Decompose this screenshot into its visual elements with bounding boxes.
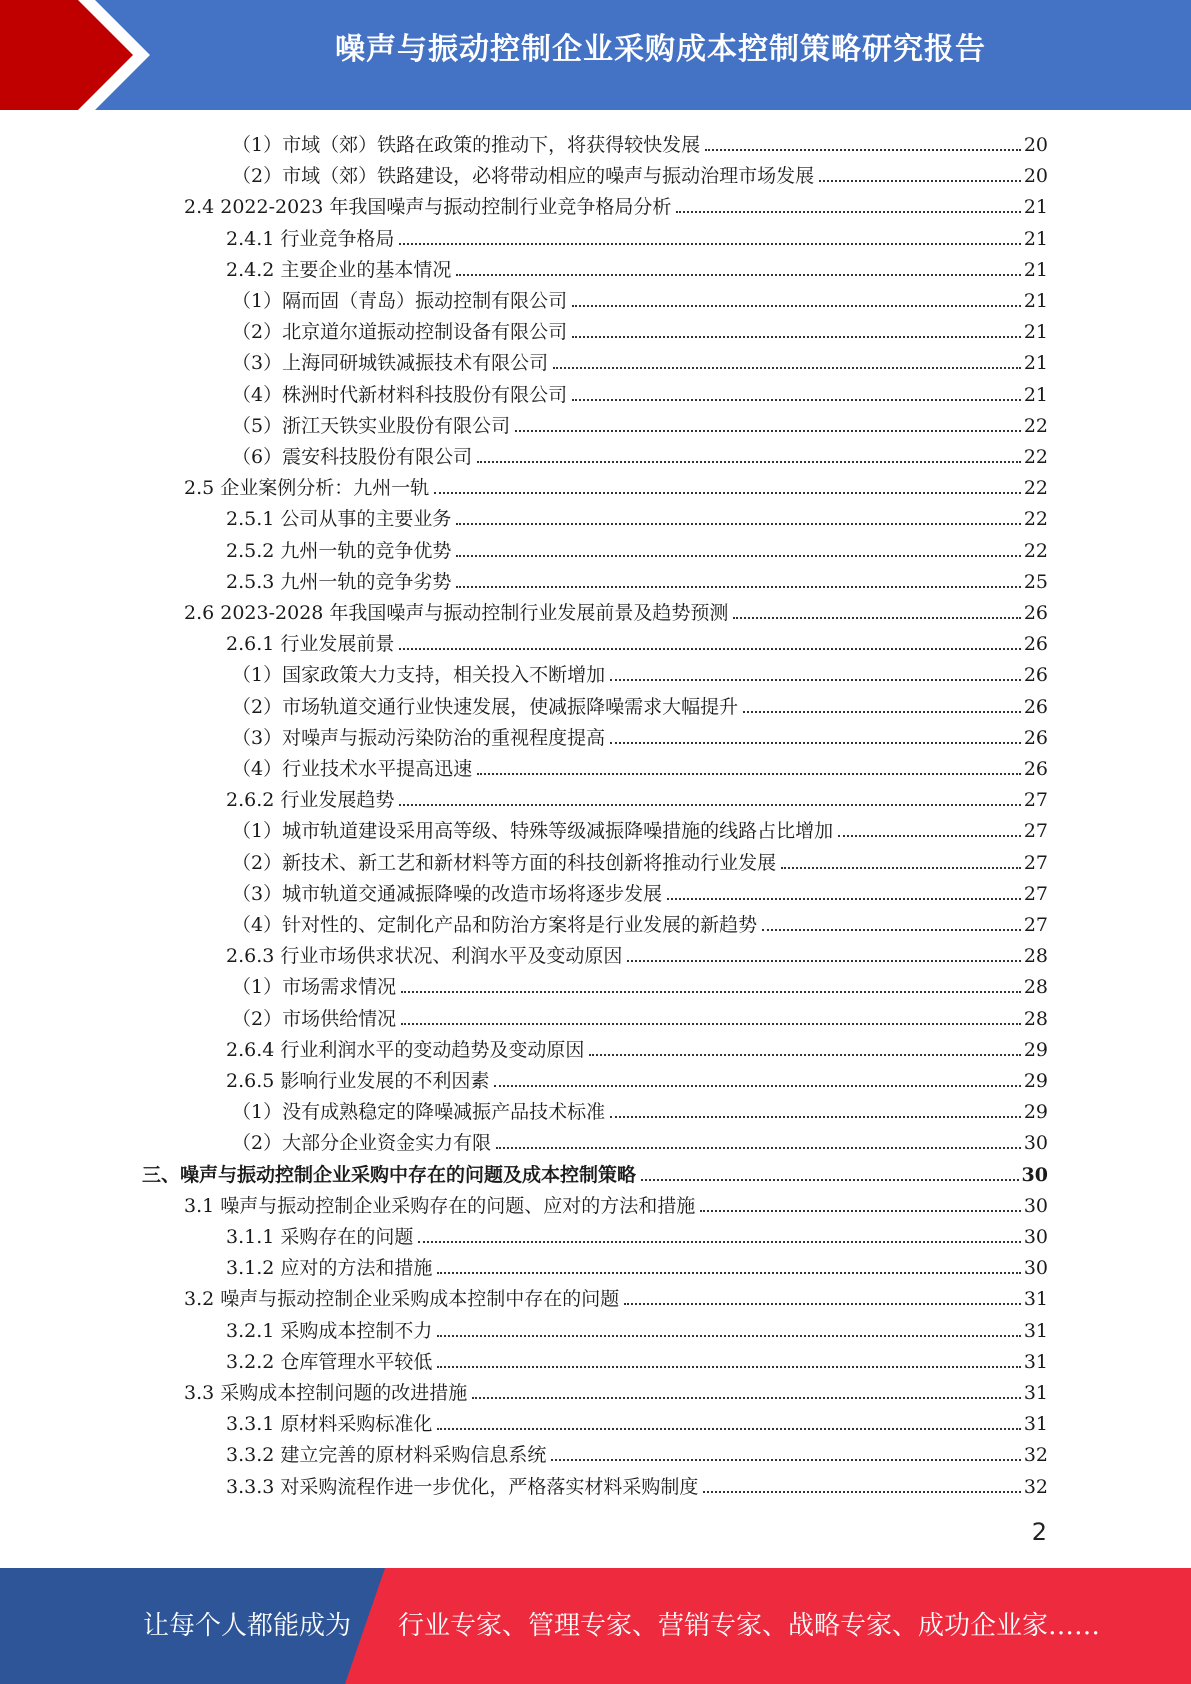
toc-entry-page: 26 (1023, 695, 1048, 718)
toc-dot-leader (572, 399, 1021, 401)
toc-dot-leader (733, 617, 1020, 619)
toc-entry[interactable] (232, 719, 1048, 750)
toc-entry-title: （2）市场轨道交通行业快速发展，使减振降噪需求大幅提升 (232, 695, 739, 718)
toc-entry[interactable] (232, 157, 1048, 188)
toc-dot-leader (399, 243, 1020, 245)
toc-entry-page: 29 (1023, 1070, 1048, 1092)
toc-dot-leader (743, 711, 1021, 713)
toc-entry-page: 29 (1023, 1101, 1048, 1124)
toc-dot-leader (667, 898, 1021, 900)
toc-dot-leader (515, 430, 1021, 432)
toc-entry-title: 3.2.1 采购成本控制不力 (226, 1319, 433, 1342)
toc-entry-page: 31 (1023, 1319, 1048, 1342)
toc-dot-leader (437, 1428, 1020, 1430)
toc-entry-title: 2.5.1 公司从事的主要业务 (226, 508, 452, 531)
toc-entry-page: 20 (1023, 134, 1048, 156)
toc-entry[interactable] (232, 1000, 1048, 1031)
toc-entry[interactable] (226, 1405, 1048, 1436)
toc-entry-page: 26 (1023, 664, 1048, 687)
toc-entry-title: （1）市域（郊）铁路在政策的推动下，将获得较快发展 (232, 134, 701, 156)
toc-entry-title: 2.4 2022-2023 年我国噪声与振动控制行业竞争格局分析 (184, 196, 672, 219)
toc-entry-title: 2.6.4 行业利润水平的变动趋势及变动原因 (226, 1038, 585, 1061)
toc-entry[interactable] (184, 1374, 1048, 1405)
toc-entry[interactable] (226, 1468, 1048, 1499)
toc-entry-title: （1）隔而固（青岛）振动控制有限公司 (232, 290, 568, 312)
toc-entry-title: （2）大部分企业资金实力有限 (232, 1132, 492, 1155)
footer-slogan-lead: 让每个人都能成为 (143, 1611, 352, 1641)
toc-entry-title: 3.3.2 建立完善的原材料采购信息系统 (226, 1444, 547, 1467)
toc-entry-page: 26 (1023, 602, 1048, 624)
toc-entry[interactable] (226, 220, 1048, 251)
toc-entry-title: （1）没有成熟稳定的降噪减振产品技术标准 (232, 1101, 606, 1124)
toc-entry-page: 30 (1023, 1257, 1048, 1280)
toc-entry-title: 3.3 采购成本控制问题的改进措施 (184, 1382, 468, 1404)
toc-entry-page: 30 (1021, 1163, 1048, 1186)
toc-entry-title: 3.3.3 对采购流程作进一步优化，严格落实材料采购制度 (226, 1475, 699, 1498)
toc-dot-leader (676, 211, 1020, 213)
toc-entry-title: （4）针对性的、定制化产品和防治方案将是行业发展的新趋势 (232, 914, 758, 936)
toc-entry-title: 3.2 噪声与振动控制企业采购成本控制中存在的问题 (184, 1288, 620, 1311)
toc-entry-page: 30 (1023, 1194, 1048, 1217)
toc-entry-page: 21 (1023, 321, 1048, 344)
toc-entry[interactable] (226, 1062, 1048, 1093)
page-number: 2 (1031, 1518, 1047, 1546)
toc-dot-leader (610, 742, 1021, 744)
toc-dot-leader (781, 867, 1021, 869)
toc-entry-title: 3.3.1 原材料采购标准化 (226, 1413, 433, 1436)
toc-entry[interactable] (232, 1093, 1048, 1124)
toc-entry[interactable] (232, 313, 1048, 344)
toc-entry[interactable] (232, 812, 1048, 843)
toc-entry-page: 28 (1023, 945, 1048, 968)
toc-entry[interactable] (226, 781, 1048, 812)
toc-entry-page: 22 (1023, 508, 1048, 531)
toc-dot-leader (456, 555, 1020, 557)
toc-dot-leader (700, 1210, 1021, 1212)
toc-dot-leader (624, 1303, 1021, 1305)
toc-dot-leader (399, 804, 1020, 806)
toc-entry-page: 27 (1023, 914, 1048, 936)
toc-entry-page: 27 (1023, 851, 1048, 874)
toc-entry-title: 2.5.3 九州一轨的竞争劣势 (226, 570, 452, 593)
toc-entry[interactable] (142, 1156, 1048, 1187)
toc-entry-page: 22 (1023, 446, 1048, 468)
toc-entry-page: 26 (1023, 726, 1048, 749)
toc-entry-title: 3.1.2 应对的方法和措施 (226, 1257, 433, 1280)
toc-entry-page: 26 (1023, 633, 1048, 656)
toc-entry[interactable] (184, 1187, 1048, 1218)
toc-dot-leader (477, 773, 1021, 775)
toc-entry[interactable] (184, 594, 1048, 625)
toc-entry[interactable] (226, 563, 1048, 594)
toc-dot-leader (610, 679, 1021, 681)
toc-entry-title: （2）北京道尔道振动控制设备有限公司 (232, 321, 568, 344)
toc-entry[interactable] (184, 1280, 1048, 1311)
toc-entry[interactable] (226, 1218, 1048, 1249)
toc-entry-title: （1）市场需求情况 (232, 976, 397, 999)
toc-entry[interactable] (232, 282, 1048, 313)
toc-dot-leader (553, 367, 1021, 369)
toc-dot-leader (456, 586, 1020, 588)
toc-entry-title: （2）新技术、新工艺和新材料等方面的科技创新将推动行业发展 (232, 851, 777, 874)
toc-entry[interactable] (232, 126, 1048, 157)
toc-dot-leader (819, 180, 1021, 182)
toc-entry[interactable] (232, 376, 1048, 407)
toc-entry[interactable] (226, 1249, 1048, 1280)
toc-entry[interactable] (184, 469, 1048, 500)
toc-entry-title: （5）浙江天铁实业股份有限公司 (232, 414, 511, 437)
toc-dot-leader (434, 492, 1021, 494)
toc-entry-title: （1）城市轨道建设采用高等级、特殊等级减振降噪措施的线路占比增加 (232, 820, 834, 843)
toc-entry-page: 25 (1023, 570, 1048, 593)
toc-entry-page: 30 (1023, 1132, 1048, 1155)
page-footer (0, 1568, 1191, 1684)
toc-entry-title: 3.2.2 仓库管理水平较低 (226, 1350, 433, 1373)
toc-entry[interactable] (232, 688, 1048, 719)
toc-dot-leader (477, 461, 1021, 463)
toc-dot-leader (627, 960, 1020, 962)
toc-entry-page: 22 (1023, 477, 1048, 500)
toc-dot-leader (437, 1366, 1020, 1368)
toc-entry[interactable] (232, 906, 1048, 937)
toc-entry-title: （6）震安科技股份有限公司 (232, 446, 473, 468)
toc-entry[interactable] (232, 407, 1048, 438)
toc-entry[interactable] (232, 344, 1048, 375)
toc-entry-title: （4）行业技术水平提高迅速 (232, 758, 473, 780)
toc-entry-title: （2）市域（郊）铁路建设，必将带动相应的噪声与振动治理市场发展 (232, 165, 815, 188)
toc-dot-leader (472, 1397, 1021, 1399)
toc-entry-page: 21 (1023, 383, 1048, 406)
toc-entry-page: 21 (1023, 227, 1048, 250)
toc-entry-page: 21 (1023, 352, 1048, 375)
toc-entry[interactable] (232, 656, 1048, 687)
toc-entry-page: 31 (1023, 1382, 1048, 1404)
toc-dot-leader (399, 648, 1020, 650)
toc-entry-page: 32 (1023, 1444, 1048, 1467)
toc-entry-page: 26 (1023, 758, 1048, 780)
toc-entry-page: 20 (1023, 165, 1048, 188)
toc-dot-leader (551, 1459, 1020, 1461)
toc-entry-title: 2.5.2 九州一轨的竞争优势 (226, 539, 452, 562)
toc-entry-page: 27 (1023, 882, 1048, 905)
toc-dot-leader (641, 1179, 1019, 1181)
toc-entry-title: （3）城市轨道交通减振降噪的改造市场将逐步发展 (232, 882, 663, 905)
toc-entry-page: 22 (1023, 414, 1048, 437)
toc-dot-leader (456, 523, 1020, 525)
toc-entry-page: 21 (1023, 258, 1048, 281)
toc-dot-leader (401, 1023, 1021, 1025)
toc-entry-title: （3）上海同研城铁减振技术有限公司 (232, 352, 549, 375)
toc-entry-title: 2.4.1 行业竞争格局 (226, 227, 395, 250)
toc-entry-title: （1）国家政策大力支持，相关投入不断增加 (232, 664, 606, 687)
toc-entry-title: 3.1.1 采购存在的问题 (226, 1226, 414, 1248)
toc-dot-leader (572, 336, 1021, 338)
toc-entry-page: 22 (1023, 539, 1048, 562)
footer-slogan-roles: 行业专家、管理专家、营销专家、战略专家、成功企业家…… (398, 1611, 1101, 1641)
toc-entry-title: 三、噪声与振动控制企业采购中存在的问题及成本控制策略 (142, 1163, 637, 1186)
toc-entry-page: 31 (1023, 1413, 1048, 1436)
toc-entry-title: 2.6.1 行业发展前景 (226, 633, 395, 656)
toc-dot-leader (496, 1147, 1021, 1149)
toc-dot-leader (437, 1335, 1020, 1337)
toc-entry-title: （2）市场供给情况 (232, 1007, 397, 1030)
toc-dot-leader (401, 991, 1021, 993)
toc-entry-page: 28 (1023, 976, 1048, 999)
toc-entry-title: 2.6 2023-2028 年我国噪声与振动控制行业发展前景及趋势预测 (184, 602, 729, 624)
toc-entry[interactable] (232, 750, 1048, 781)
page-header (0, 0, 1191, 110)
toc-entry-page: 31 (1023, 1350, 1048, 1373)
toc-entry[interactable] (226, 1312, 1048, 1343)
toc-entry-page: 21 (1023, 290, 1048, 312)
toc-entry-title: 2.6.5 影响行业发展的不利因素 (226, 1070, 490, 1092)
toc-entry[interactable] (232, 844, 1048, 875)
toc-entry-page: 32 (1023, 1475, 1048, 1498)
toc-dot-leader (572, 305, 1021, 307)
chevron-arrow-icon (0, 0, 160, 110)
toc-dot-leader (456, 274, 1020, 276)
toc-entry-title: 2.6.3 行业市场供求状况、利润水平及变动原因 (226, 945, 623, 968)
toc-dot-leader (705, 149, 1021, 151)
toc-entry-title: （4）株洲时代新材料科技股份有限公司 (232, 383, 568, 406)
toc-entry-page: 29 (1023, 1038, 1048, 1061)
toc-entry[interactable] (232, 438, 1048, 469)
toc-entry[interactable] (232, 968, 1048, 999)
toc-entry[interactable] (226, 532, 1048, 563)
toc-entry[interactable] (226, 251, 1048, 282)
toc-entry-page: 30 (1023, 1226, 1048, 1248)
toc-dot-leader (418, 1241, 1020, 1243)
toc-dot-leader (589, 1054, 1020, 1056)
toc-entry[interactable] (184, 188, 1048, 219)
toc-entry-title: 2.4.2 主要企业的基本情况 (226, 258, 452, 281)
toc-dot-leader (610, 1116, 1021, 1118)
toc-entry[interactable] (226, 1436, 1048, 1467)
toc-dot-leader (437, 1272, 1020, 1274)
toc-entry-title: 2.6.2 行业发展趋势 (226, 789, 395, 812)
toc-dot-leader (494, 1085, 1020, 1087)
toc-dot-leader (703, 1491, 1020, 1493)
toc-entry[interactable] (232, 875, 1048, 906)
toc-entry[interactable] (226, 625, 1048, 656)
toc-dot-leader (762, 929, 1021, 931)
toc-entry[interactable] (226, 1031, 1048, 1062)
toc-entry-title: （3）对噪声与振动污染防治的重视程度提高 (232, 726, 606, 749)
toc-entry-page: 27 (1023, 820, 1048, 843)
toc-entry[interactable] (226, 937, 1048, 968)
toc-entry-page: 27 (1023, 789, 1048, 812)
toc-entry-page: 31 (1023, 1288, 1048, 1311)
toc-entry-title: 3.1 噪声与振动控制企业采购存在的问题、应对的方法和措施 (184, 1194, 696, 1217)
toc-dot-leader (838, 835, 1021, 837)
toc-entry[interactable] (226, 1343, 1048, 1374)
toc-entry[interactable] (232, 1124, 1048, 1155)
toc-entry-title: 2.5 企业案例分析：九州一轨 (184, 477, 430, 500)
toc-entry-page: 21 (1023, 196, 1048, 219)
report-title: 噪声与振动控制企业采购成本控制策略研究报告 (335, 32, 986, 67)
toc-entry[interactable] (226, 500, 1048, 531)
toc-entry-page: 28 (1023, 1007, 1048, 1030)
